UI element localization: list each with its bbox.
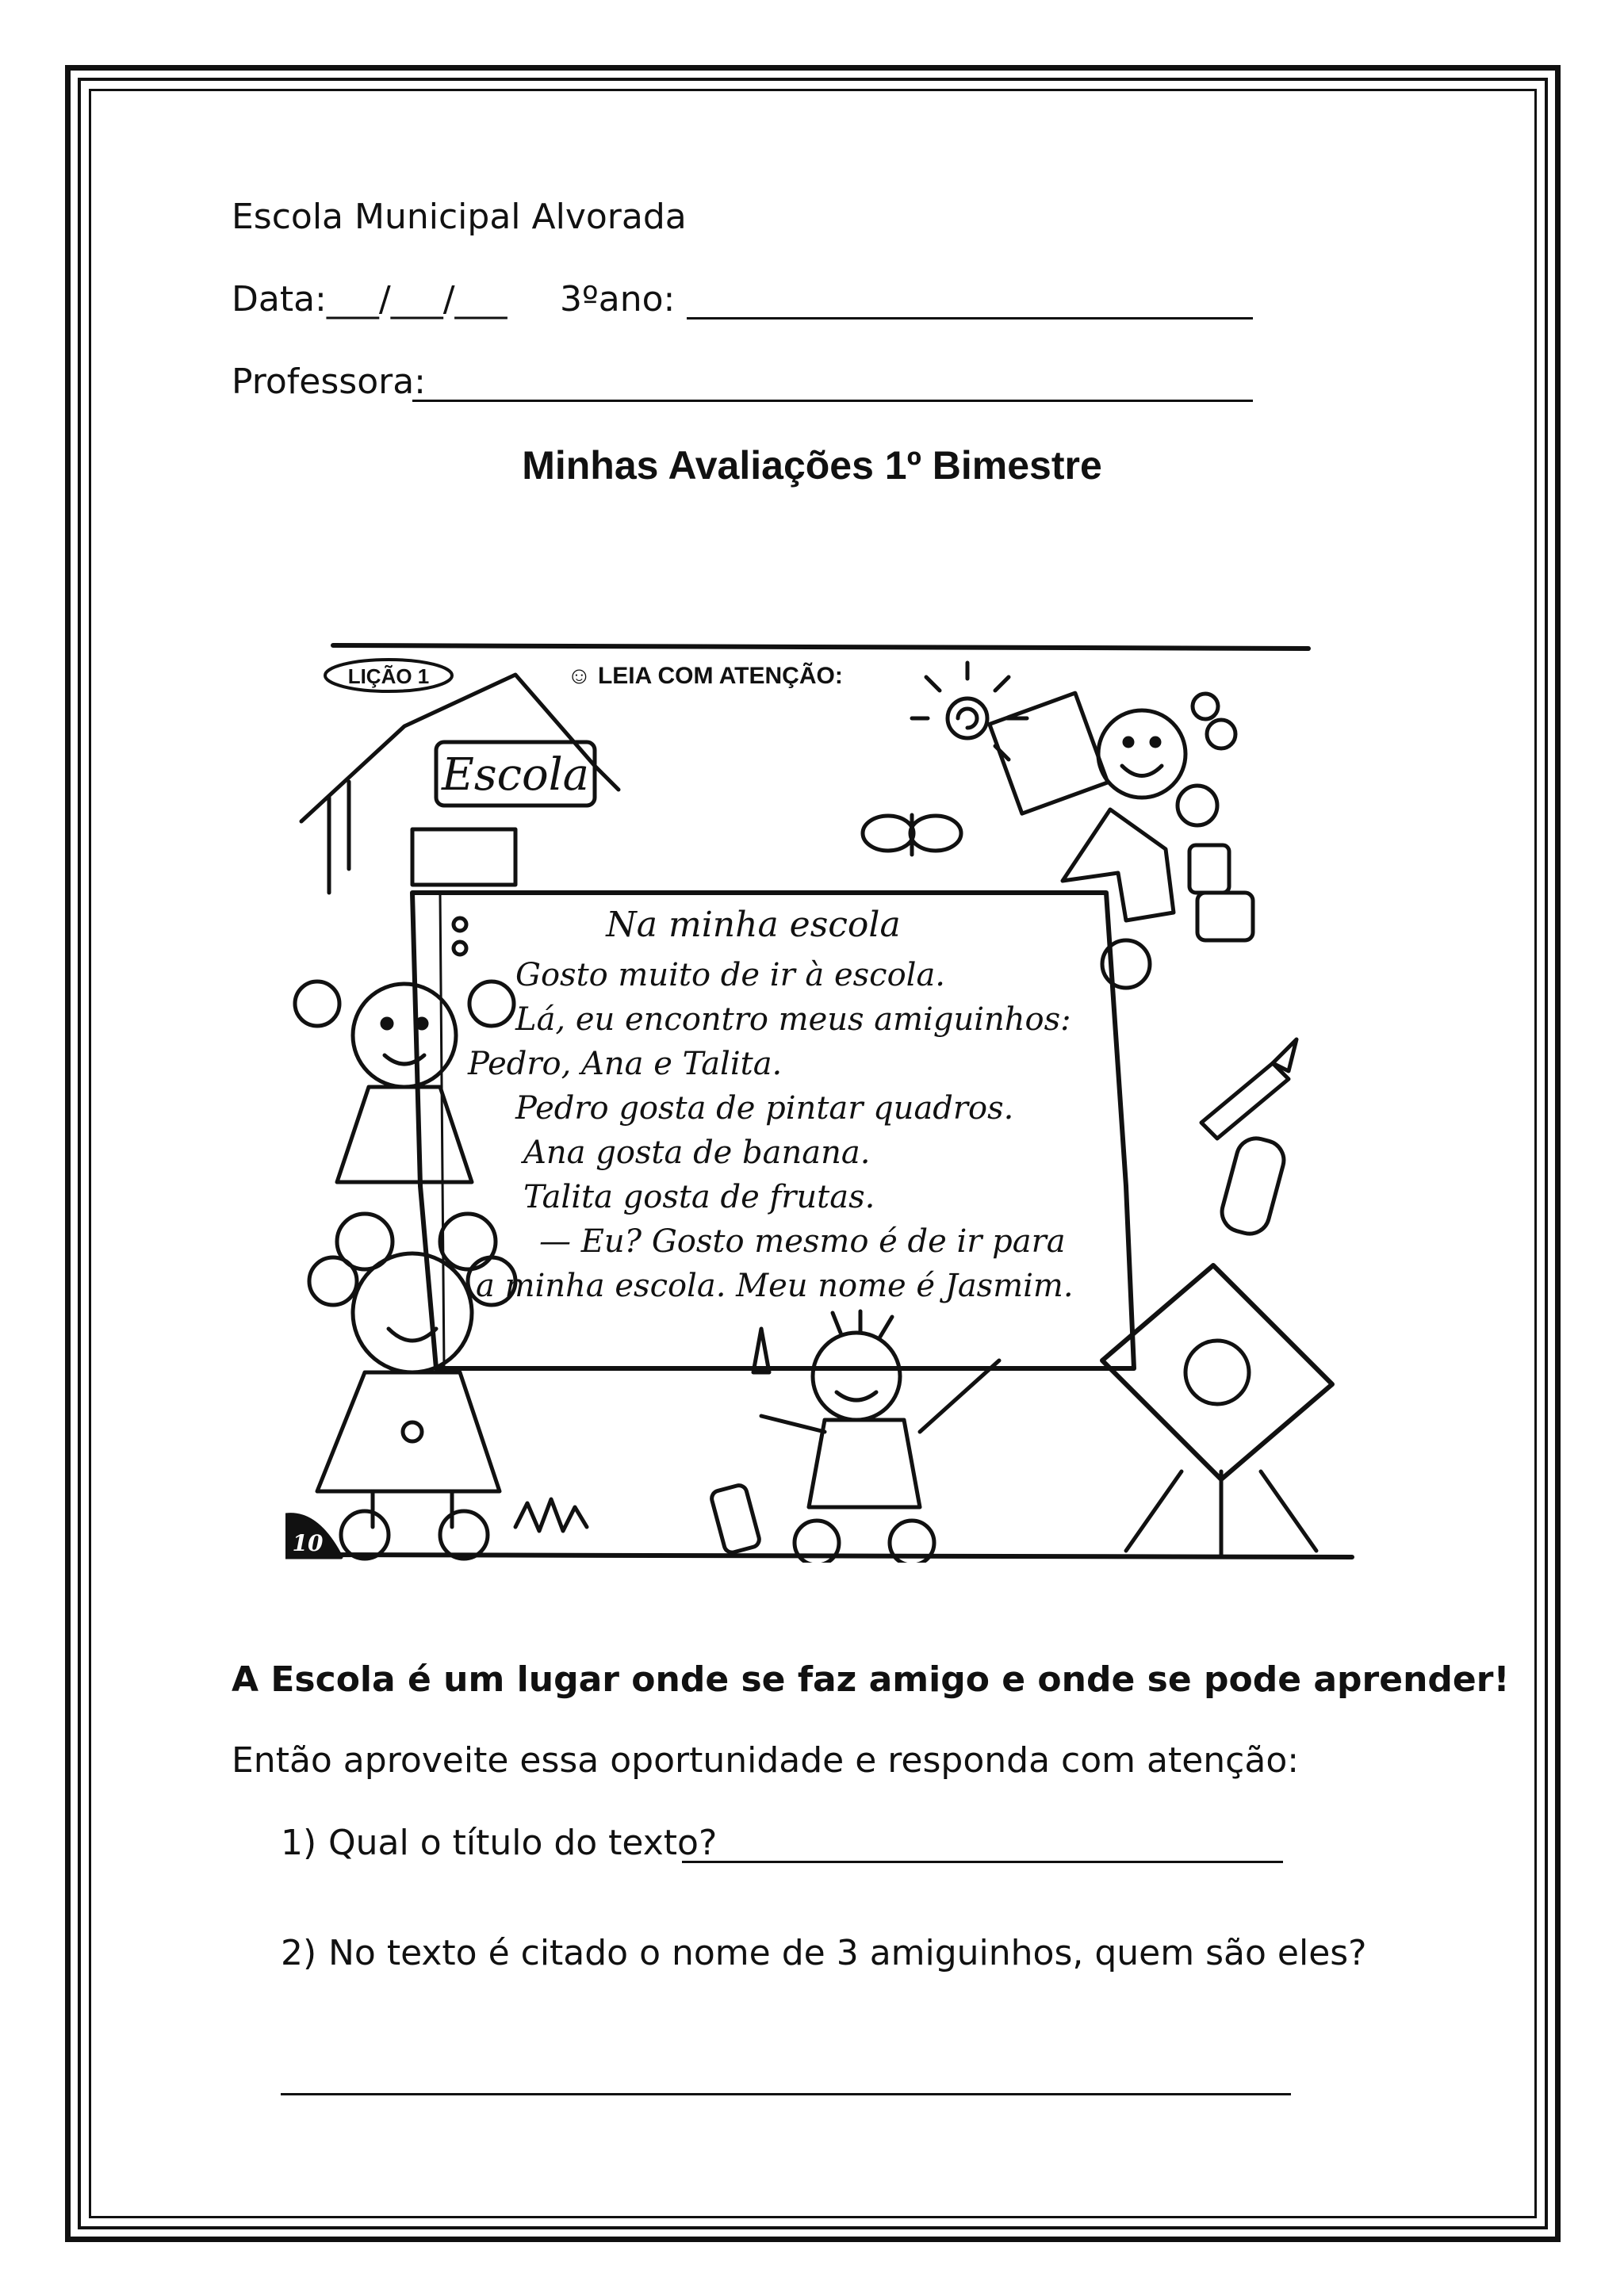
grade-label: 3ºano: bbox=[560, 279, 676, 320]
date-label: Data:___/___/___ bbox=[232, 279, 508, 320]
page-number-badge bbox=[285, 1515, 341, 1557]
teacher-label: Professora: bbox=[232, 362, 427, 402]
question-1-text: Qual o título do texto? bbox=[328, 1823, 718, 1863]
top-rule bbox=[333, 645, 1308, 649]
glue-bottle-drawing bbox=[710, 1483, 760, 1554]
illustration-instruction: ☺ LEIA COM ATENÇÃO: bbox=[567, 663, 843, 689]
poem-line-2: Lá, eu encontro meus amiguinhos: bbox=[515, 1001, 1071, 1038]
girl-left-drawing bbox=[295, 982, 514, 1269]
easel-drawing bbox=[1102, 1265, 1332, 1555]
butterfly-drawing bbox=[863, 815, 961, 855]
question-1-number: 1) bbox=[281, 1823, 317, 1863]
page-title: Minhas Avaliações 1º Bimestre bbox=[522, 443, 1102, 488]
poem-line-7: — Eu? Gosto mesmo é de ir para bbox=[539, 1223, 1066, 1260]
question-1-answer-line[interactable] bbox=[682, 1861, 1283, 1863]
statement-text: A Escola é um lugar onde se faz amigo e onde se pode aprender! bbox=[232, 1659, 1510, 1700]
question-2-answer-line[interactable] bbox=[281, 2093, 1291, 2095]
grass-drawing bbox=[515, 1499, 587, 1531]
poem-line-6: Talita gosta de frutas. bbox=[523, 1179, 875, 1215]
grade-answer-line[interactable] bbox=[687, 317, 1253, 320]
teacher-answer-line[interactable] bbox=[412, 400, 1253, 402]
poem-line-4: Pedro gosta de pintar quadros. bbox=[515, 1090, 1014, 1127]
boy-drawing bbox=[753, 1311, 999, 1563]
question-2-number: 2) bbox=[281, 1933, 317, 1973]
crayon-drawing bbox=[1217, 1134, 1288, 1238]
poem-line-3: Pedro, Ana e Talita. bbox=[468, 1046, 783, 1082]
sun-drawing bbox=[912, 663, 1027, 760]
house-drawing bbox=[301, 675, 619, 893]
lesson-badge-text: LIÇÃO 1 bbox=[347, 664, 430, 688]
poem-line-1: Gosto muito de ir à escola. bbox=[515, 957, 946, 993]
school-name: Escola Municipal Alvorada bbox=[232, 197, 687, 237]
lesson-illustration bbox=[285, 631, 1356, 1563]
instruction-text: Então aproveite essa oportunidade e responda com atenção: bbox=[232, 1740, 1300, 1781]
girl-top-right-drawing bbox=[990, 693, 1253, 988]
poem-line-5: Ana gosta de banana. bbox=[523, 1135, 871, 1171]
question-2-text: No texto é citado o nome de 3 amiguinhos, quem são eles? bbox=[328, 1933, 1367, 1973]
poem-title: Na minha escola bbox=[606, 905, 901, 945]
poem-line-8: a minha escola. Meu nome é Jasmim. bbox=[476, 1268, 1074, 1304]
page-number-text: 10 bbox=[292, 1530, 324, 1556]
pencil-drawing bbox=[1201, 1039, 1297, 1138]
house-sign-text: Escola bbox=[442, 749, 589, 801]
lesson-badge bbox=[325, 660, 452, 691]
